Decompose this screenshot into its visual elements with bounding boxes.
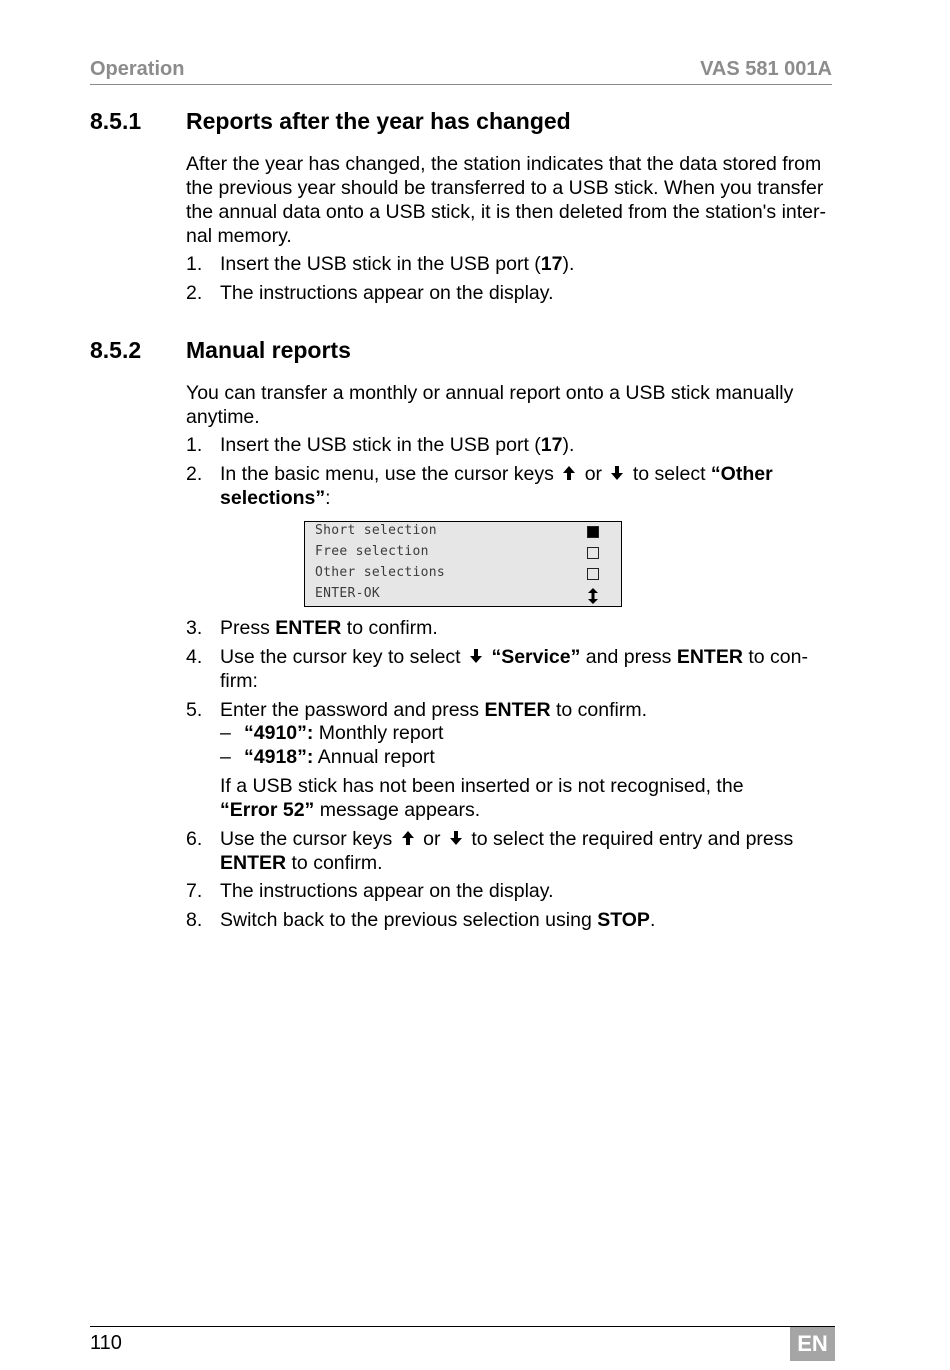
- intro-line: After the year has changed, the station indicates that the data stored from: [186, 153, 822, 175]
- display-row-other-selections: Other selections: [315, 565, 446, 580]
- step-text: Insert the USB stick in the USB port (17).: [220, 434, 575, 456]
- step-number: 2.: [186, 282, 203, 304]
- arrow-up-icon: [561, 465, 577, 481]
- display-screen: [304, 521, 622, 607]
- arrow-down-icon: [448, 830, 464, 846]
- step-text: Use the cursor keys or to select the required entry and press ENTER to confirm.: [220, 828, 794, 874]
- intro-line: the previous year should be transferred to a USB stick. When you transfer: [186, 177, 824, 199]
- intro-line: nal memory.: [186, 225, 292, 247]
- section-title: Reports after the year has changed: [186, 108, 571, 134]
- step-number: 7.: [186, 880, 203, 902]
- running-header-section: Operation: [90, 58, 185, 80]
- password-option: – “4918”: Annual report: [220, 746, 435, 768]
- display-row-free-selection: Free selection: [315, 544, 429, 559]
- running-header-model: VAS 581 001A: [700, 58, 832, 80]
- step-number: 8.: [186, 909, 203, 931]
- step-text: Switch back to the previous selection using STOP.: [220, 909, 656, 931]
- step-text: The instructions appear on the display.: [220, 880, 554, 902]
- intro-line: anytime.: [186, 406, 260, 428]
- header-rule: [90, 84, 832, 85]
- step-number: 1.: [186, 434, 203, 456]
- section-number: 8.5.1: [90, 108, 142, 134]
- password-option: – “4910”: Monthly report: [220, 722, 444, 744]
- section-intro: [186, 152, 836, 248]
- up-down-arrow-icon: [586, 588, 600, 604]
- arrow-up-icon: [400, 830, 416, 846]
- section-title: Manual reports: [186, 337, 351, 363]
- display-row-short-selection: Short selection: [315, 523, 437, 538]
- arrow-down-icon: [468, 648, 484, 664]
- footer-rule: [90, 1326, 835, 1327]
- intro-line: You can transfer a monthly or annual report onto a USB stick manually: [186, 382, 794, 404]
- step-text: Use the cursor key to select “Service” and press ENTER to con- firm:: [220, 646, 808, 692]
- arrow-down-icon: [609, 465, 625, 481]
- display-row-enter-ok: ENTER-OK: [315, 586, 381, 601]
- step-number: 3.: [186, 617, 203, 639]
- empty-checkbox-icon: [587, 568, 599, 580]
- step-number: 1.: [186, 253, 203, 275]
- step-text: The instructions appear on the display.: [220, 282, 554, 304]
- step-text: Enter the password and press ENTER to confirm.: [220, 699, 648, 721]
- step-text: In the basic menu, use the cursor keys or to select “Other selections”:: [220, 463, 773, 509]
- step-text: Press ENTER to confirm.: [220, 617, 438, 639]
- step-text: Insert the USB stick in the USB port (17).: [220, 253, 575, 275]
- step-number: 2.: [186, 463, 203, 485]
- step-number: 4.: [186, 646, 203, 668]
- page-number: 110: [90, 1332, 122, 1354]
- intro-line: the annual data onto a USB stick, it is then deleted from the station's inter-: [186, 201, 826, 223]
- section-number: 8.5.2: [90, 337, 142, 363]
- step-number: 5.: [186, 699, 203, 721]
- empty-checkbox-icon: [587, 547, 599, 559]
- section-intro: [186, 381, 836, 429]
- step-number: 6.: [186, 828, 203, 850]
- error-note: If a USB stick has not been inserted or is not recognised, the “Error 52” message appears.: [220, 775, 744, 821]
- filled-checkbox-icon: [587, 526, 599, 538]
- language-badge: EN: [790, 1327, 835, 1361]
